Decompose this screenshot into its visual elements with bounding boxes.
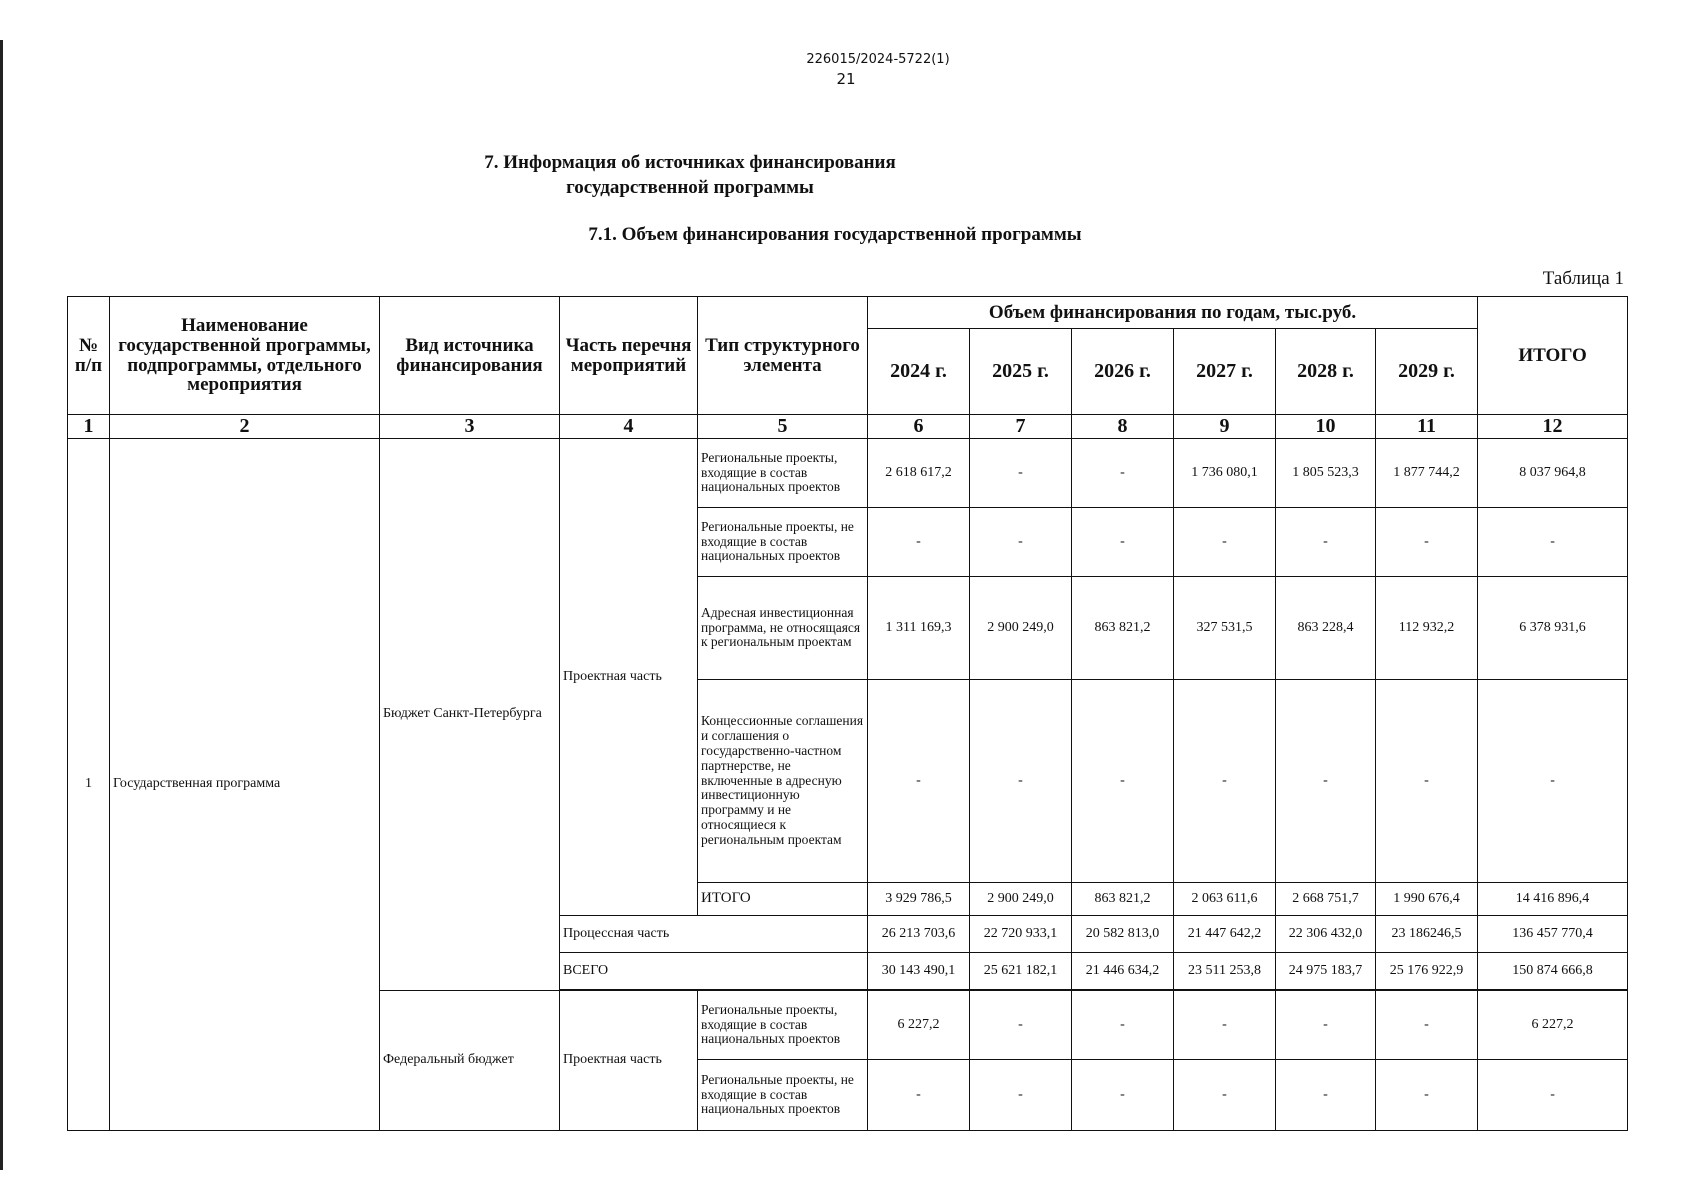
financing-table	[67, 296, 1628, 1131]
value-2024: -	[868, 680, 970, 883]
value-2026: -	[1072, 439, 1174, 508]
element-type: Региональные проекты, не входящие в состав национальных проектов	[698, 508, 868, 577]
value-2024: 3 929 786,5	[868, 883, 970, 916]
column-numbers-row	[68, 415, 1628, 439]
value-2029: 1 877 744,2	[1376, 439, 1478, 508]
program-name: Государственная программа	[110, 439, 380, 1131]
value-2029: 23 186246,5	[1376, 916, 1478, 953]
value-2024: 1 311 169,3	[868, 577, 970, 680]
value-2028: -	[1276, 991, 1376, 1060]
section-title: 7. Информация об источниках финансирования	[484, 152, 896, 173]
value-2026: -	[1072, 1060, 1174, 1131]
value-2024: 30 143 490,1	[868, 953, 970, 990]
value-2026: -	[1072, 508, 1174, 577]
value-2025: -	[970, 680, 1072, 883]
value-2029: -	[1376, 680, 1478, 883]
header-years-group: Объем финансирования по годам, тыс.руб.	[868, 297, 1478, 329]
column-number: 5	[698, 415, 868, 439]
value-2027: -	[1174, 991, 1276, 1060]
value-2025: 25 621 182,1	[970, 953, 1072, 990]
column-number: 6	[868, 415, 970, 439]
element-type: ИТОГО	[698, 883, 868, 916]
value-2027: -	[1174, 508, 1276, 577]
header-year-2029: 2029 г.	[1376, 329, 1478, 415]
table-label: Таблица 1	[1542, 268, 1624, 289]
header-program-name: Наименование государственной программы, подпрограммы, отдельного мероприятия	[110, 297, 380, 415]
header-year-2025: 2025 г.	[970, 329, 1072, 415]
header-total: ИТОГО	[1478, 297, 1628, 415]
value-2026: -	[1072, 680, 1174, 883]
value-2029: -	[1376, 991, 1478, 1060]
scan-edge	[0, 40, 3, 1170]
header-year-2024: 2024 г.	[868, 329, 970, 415]
value-2028: 2 668 751,7	[1276, 883, 1376, 916]
header-element-type: Тип структурного элемента	[698, 297, 868, 415]
value-2029: -	[1376, 1060, 1478, 1131]
value-2028: 22 306 432,0	[1276, 916, 1376, 953]
column-number: 8	[1072, 415, 1174, 439]
value-2027: 1 736 080,1	[1174, 439, 1276, 508]
value-2025: 22 720 933,1	[970, 916, 1072, 953]
value-2028: 24 975 183,7	[1276, 953, 1376, 990]
registration-number: 226015/2024-5722(1)	[806, 52, 950, 67]
value-2025: 2 900 249,0	[970, 883, 1072, 916]
value-2026: -	[1072, 991, 1174, 1060]
process-part: Процессная часть	[560, 916, 868, 953]
value-2027: 2 063 611,6	[1174, 883, 1276, 916]
value-total: 6 227,2	[1478, 991, 1628, 1060]
value-2028: 863 228,4	[1276, 577, 1376, 680]
value-2028: -	[1276, 680, 1376, 883]
value-total: 6 378 931,6	[1478, 577, 1628, 680]
page-number	[0, 70, 1696, 88]
project-part-federal: Проектная часть	[560, 991, 698, 1131]
value-2024: -	[868, 1060, 970, 1131]
value-2025: -	[970, 508, 1072, 577]
column-number: 11	[1376, 415, 1478, 439]
value-2025: -	[970, 1060, 1072, 1131]
value-2029: 1 990 676,4	[1376, 883, 1478, 916]
value-2029: 112 932,2	[1376, 577, 1478, 680]
column-number: 12	[1478, 415, 1628, 439]
table-row	[68, 439, 1628, 508]
value-2025: -	[970, 439, 1072, 508]
value-2024: 26 213 703,6	[868, 916, 970, 953]
value-2027: 327 531,5	[1174, 577, 1276, 680]
value-2028: -	[1276, 1060, 1376, 1131]
header-year-2028: 2028 г.	[1276, 329, 1376, 415]
element-type: Региональные проекты, входящие в состав национальных проектов	[698, 439, 868, 508]
element-type: Региональные проекты, не входящие в состав национальных проектов	[698, 1060, 868, 1131]
value-2028: 1 805 523,3	[1276, 439, 1376, 508]
value-2025: -	[970, 991, 1072, 1060]
element-type: Концессионные соглашения и соглашения о государственно-частном партнерстве, не включенные в адресную инвестиционную программу и не относящиеся к региональным проектам	[698, 680, 868, 883]
header-part: Часть перечня мероприятий	[560, 297, 698, 415]
column-number: 2	[110, 415, 380, 439]
source-spb: Бюджет Санкт-Петербурга	[380, 439, 560, 991]
page-number-text: 21	[836, 70, 856, 88]
value-2027: 21 447 642,2	[1174, 916, 1276, 953]
value-2026: 863 821,2	[1072, 577, 1174, 680]
value-2027: 23 511 253,8	[1174, 953, 1276, 990]
section-title-line2: государственной программы	[566, 177, 814, 198]
value-2024: 2 618 617,2	[868, 439, 970, 508]
column-number: 10	[1276, 415, 1376, 439]
header-source: Вид источника финансирования	[380, 297, 560, 415]
value-2027: -	[1174, 1060, 1276, 1131]
value-total: 150 874 666,8	[1478, 953, 1628, 990]
value-2027: -	[1174, 680, 1276, 883]
source-federal: Федеральный бюджет	[380, 991, 560, 1131]
value-2024: 6 227,2	[868, 991, 970, 1060]
value-total: -	[1478, 1060, 1628, 1131]
header-year-2026: 2026 г.	[1072, 329, 1174, 415]
column-number: 4	[560, 415, 698, 439]
element-type: Региональные проекты, входящие в состав национальных проектов	[698, 991, 868, 1060]
project-part: Проектная часть	[560, 439, 698, 916]
subsection-title: 7.1. Объем финансирования государственной программы	[588, 224, 1082, 245]
value-total: -	[1478, 680, 1628, 883]
value-total: -	[1478, 508, 1628, 577]
value-2025: 2 900 249,0	[970, 577, 1072, 680]
row-number: 1	[68, 439, 110, 1131]
value-2024: -	[868, 508, 970, 577]
value-2026: 21 446 634,2	[1072, 953, 1174, 990]
value-2026: 20 582 813,0	[1072, 916, 1174, 953]
value-2028: -	[1276, 508, 1376, 577]
value-2029: 25 176 922,9	[1376, 953, 1478, 990]
header-year-2027: 2027 г.	[1174, 329, 1276, 415]
value-total: 136 457 770,4	[1478, 916, 1628, 953]
value-total: 14 416 896,4	[1478, 883, 1628, 916]
grand-total-label: ВСЕГО	[560, 953, 868, 990]
column-number: 9	[1174, 415, 1276, 439]
column-number: 1	[68, 415, 110, 439]
header-number: № п/п	[68, 297, 110, 415]
element-type: Адресная инвестиционная программа, не относящаяся к региональным проектам	[698, 577, 868, 680]
column-number: 3	[380, 415, 560, 439]
value-total: 8 037 964,8	[1478, 439, 1628, 508]
value-2029: -	[1376, 508, 1478, 577]
value-2026: 863 821,2	[1072, 883, 1174, 916]
column-number: 7	[970, 415, 1072, 439]
